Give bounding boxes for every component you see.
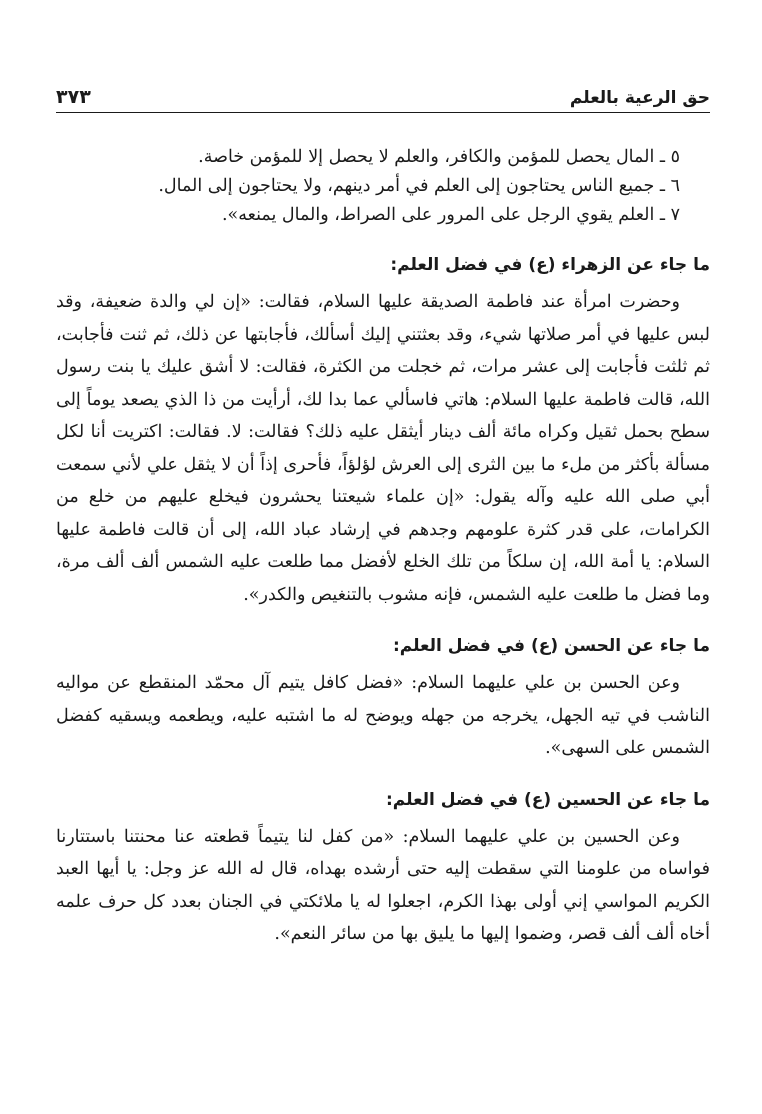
page-content — [56, 143, 710, 951]
section-husayn — [56, 787, 710, 951]
section-heading: ما جاء عن الحسن (ع) في فضل العلم: — [392, 636, 710, 656]
running-header-title: حق الرعية بالعلم — [569, 88, 710, 108]
section-paragraph: وعن الحسين بن علي عليهما السلام: «من كفل لنا يتيماً قطعته عنا محنتنا باستتارنا فواساه من علومنا التي سقطت إليه حتى أرشده بهداه، قال له الله عز وجل: يا أيها العبد الكريم المواسي إني أولى بهذا الكرم، اجعلوا له يا ملائكتي في الجنان بعدد كل حرف علمه أخاه ألف ألف قصر، وضموا إليها ما يليق بها من سائر النعم». — [56, 826, 710, 944]
list-item: ٥ ـ المال يحصل للمؤمن والكافر، والعلم لا يحصل إلا للمؤمن خاصة. — [198, 147, 680, 167]
section-heading: ما جاء عن الزهراء (ع) في فضل العلم: — [390, 255, 710, 275]
section-hasan — [56, 633, 710, 765]
section-heading: ما جاء عن الحسين (ع) في فضل العلم: — [386, 789, 710, 810]
section-paragraph: وعن الحسن بن علي عليهما السلام: «فضل كافل يتيم آل محمّد المنقطع عن مواليه الناشب في تيه الجهل، يخرجه من جهله ويوضح له ما اشتبه عليه، ويطعمه ويسقيه كفضل الشمس على السهى». — [56, 673, 710, 758]
section-paragraph: وحضرت امرأة عند فاطمة الصديقة عليها السلام، فقالت: «إن لي والدة ضعيفة، وقد لبس عليها في أمر صلاتها شيء، وقد بعثتني إليك أسألك، فأجابتها عن ذلك، ثم ثنت فأجابت، ثم ثلثت فأجابت إلى عشر مرات، ثم خجلت من الكثرة، فقالت: لا أشق عليك يا بنت رسول الله، قالت فاطمة عليها السلام: هاتي فاسألي عما بدا لك، أرأيت من ذا الذي يصعد يوماً إلى سطح بحمل ثقيل وكراه مائة ألف دينار أيثقل عليه ذلك؟ فقالت: لا. فقالت: اكتريت أنا لكل مسألة بأكثر من ملء ما بين الثرى إلى العرش لؤلؤاً، فأحرى إذاً أن لا يثقل علي لأني سمعت أبي صلى الله عليه وآله يقول: «إن علماء شيعتنا يحشرون فيخلع عليهم من خلع من الكرامات، على قدر كثرة علومهم وجدهم في إرشاد عباد الله، إلى أن قالت فاطمة عليها السلام: يا أمة الله، إن سلكاً من تلك الخلع لأفضل مما طلعت عليه الشمس ألف ألف مرة، وما فضل ما طلعت عليه الشمس، فإنه مشوب بالتنغيص والكدر». — [56, 292, 710, 605]
running-header — [56, 78, 710, 113]
section-zahra — [56, 252, 710, 611]
list-item: ٦ ـ جميع الناس يحتاجون إلى العلم في أمر دينهم، ولا يحتاجون إلى المال. — [158, 176, 680, 196]
page-number: ٣٧٣ — [56, 86, 91, 108]
book-page — [56, 78, 710, 951]
list-item: ٧ ـ العلم يقوي الرجل على المرور على الصراط، والمال يمنعه». — [221, 205, 680, 225]
numbered-list — [56, 143, 710, 230]
